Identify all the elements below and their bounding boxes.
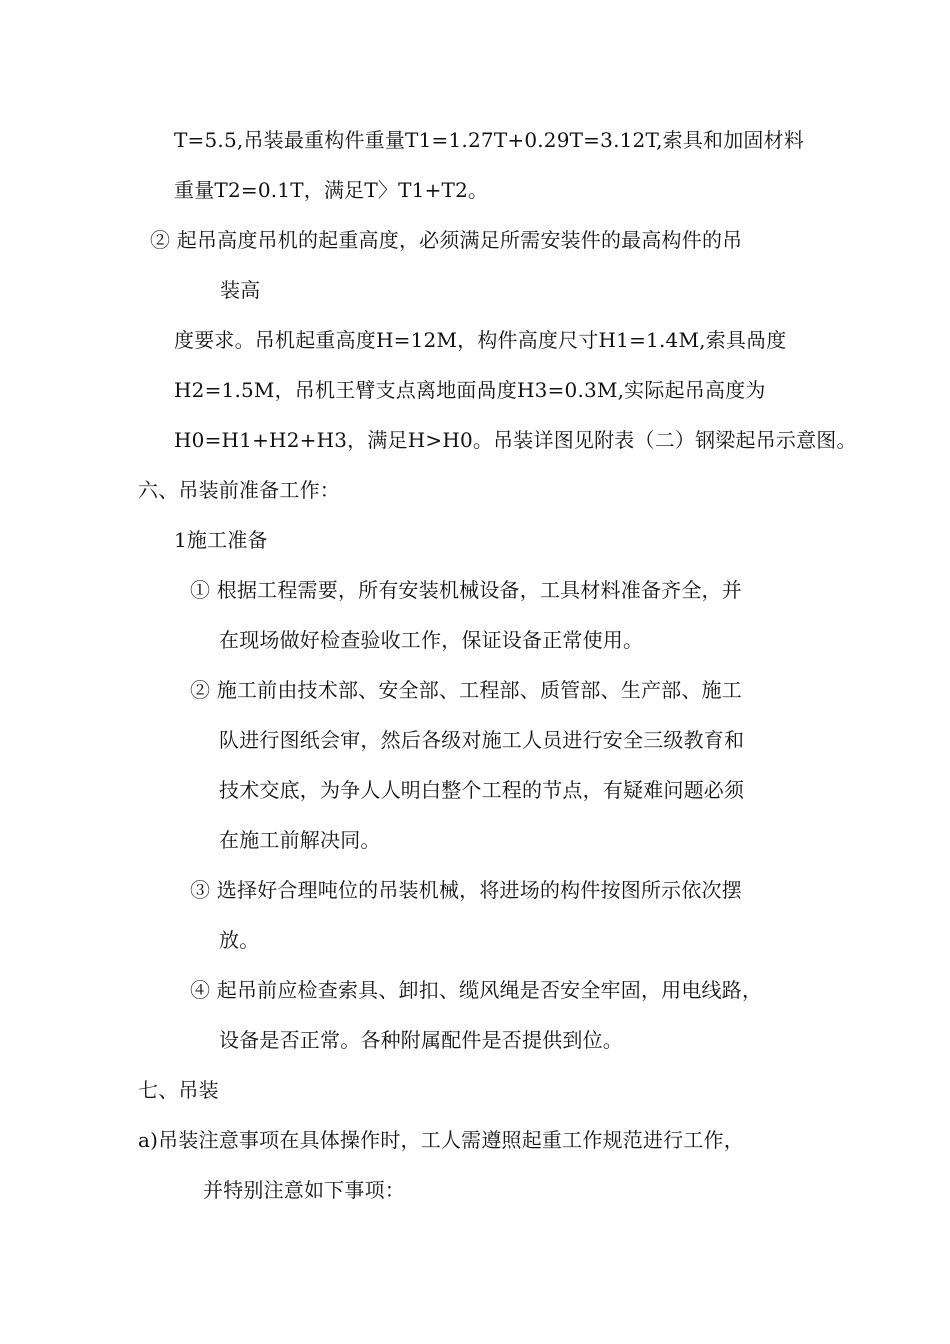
text-line: ② 起吊高度吊机的起重高度，必须满足所需安装件的最高构件的吊 bbox=[150, 228, 743, 252]
text-line: 并特别注意如下事项： bbox=[203, 1178, 405, 1202]
section-heading: 六、吊装前准备工作： bbox=[138, 478, 340, 502]
text-line: ① 根据工程需要，所有安装机械设备，工具材料准备齐全，并 bbox=[190, 578, 742, 602]
text-line: 装高 bbox=[220, 278, 261, 302]
section-heading: 七、吊装 bbox=[138, 1078, 219, 1102]
text-line: 在施工前解决同。 bbox=[219, 828, 381, 852]
text-line: ② 施工前由技术部、安全部、工程部、质管部、生产部、施工 bbox=[190, 678, 742, 702]
text-line: 技术交底，为争人人明白整个工程的节点，有疑难问题必须 bbox=[219, 778, 745, 802]
text-line: ④ 起吊前应检查索具、卸扣、缆风绳是否安全牢固，用电线路， bbox=[190, 978, 763, 1002]
text-line: 放。 bbox=[219, 928, 260, 952]
text-line: 重量T2=0.1T，满足T〉T1+T2。 bbox=[174, 178, 489, 202]
text-line: 队进行图纸会审，然后各级对施工人员进行安全三级教育和 bbox=[219, 728, 745, 752]
text-line: T=5.5,吊装最重构件重量T1=1.27T+0.29T=3.12T,索具和加固材料 bbox=[174, 128, 805, 152]
text-line: 度要求。吊机起重高度H=12M，构件高度尺寸H1=1.4M,索具咼度 bbox=[174, 328, 787, 352]
text-line: a)吊装注意事项在具体操作时，工人需遵照起重工作规范进行工作， bbox=[138, 1128, 744, 1152]
text-line: H0=H1+H2+H3，满足H>H0。吊装详图见附表（二）钢梁起吊示意图。 bbox=[174, 428, 857, 452]
text-line: 在现场做好检查验收工作，保证设备正常使用。 bbox=[219, 628, 644, 652]
subsection-heading: 1施工准备 bbox=[174, 528, 268, 552]
text-line: 设备是否正常。各种附属配件是否提供到位。 bbox=[219, 1028, 623, 1052]
text-line: ③ 选择好合理吨位的吊装机械，将进场的构件按图所示依次摆 bbox=[190, 878, 742, 902]
text-line: H2=1.5M，吊机王臂支点离地面咼度H3=0.3M,实际起吊高度为 bbox=[174, 378, 766, 402]
